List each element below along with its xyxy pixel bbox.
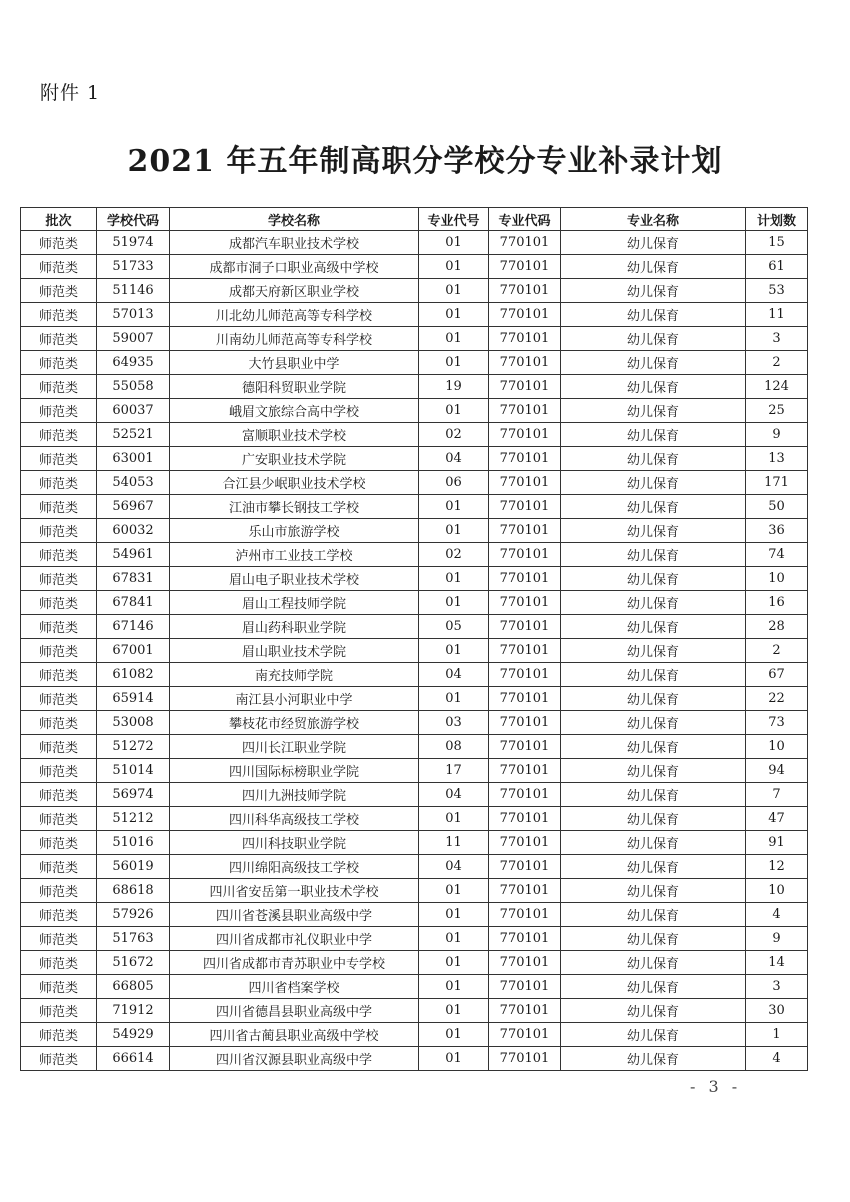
- major-number-cell: 08: [419, 735, 489, 759]
- table-row: [21, 951, 808, 975]
- major-code-cell: 770101: [489, 999, 561, 1023]
- school-code-cell: 51014: [97, 759, 170, 783]
- major-name-cell: 幼儿保育: [561, 855, 746, 879]
- school-name-cell: 南充技师学院: [170, 663, 419, 687]
- batch-cell: 师范类: [21, 471, 97, 495]
- major-name-cell: 幼儿保育: [561, 399, 746, 423]
- major-name-cell: 幼儿保育: [561, 231, 746, 255]
- major-number-cell: 04: [419, 783, 489, 807]
- major-number-cell: 17: [419, 759, 489, 783]
- table-row: [21, 591, 808, 615]
- major-name-cell: 幼儿保育: [561, 495, 746, 519]
- school-code-cell: 51146: [97, 279, 170, 303]
- school-name-cell: 四川省安岳第一职业技术学校: [170, 879, 419, 903]
- table-row: [21, 351, 808, 375]
- plan-count-cell: 25: [746, 399, 808, 423]
- major-number-cell: 01: [419, 255, 489, 279]
- school-name-cell: 四川省古蔺县职业高级中学校: [170, 1023, 419, 1047]
- table-row: [21, 687, 808, 711]
- major-code-cell: 770101: [489, 927, 561, 951]
- table-body: [21, 231, 808, 1071]
- table-row: [21, 735, 808, 759]
- school-name-cell: 攀枝花市经贸旅游学校: [170, 711, 419, 735]
- plan-count-cell: 16: [746, 591, 808, 615]
- plan-count-cell: 4: [746, 1047, 808, 1071]
- major-number-cell: 01: [419, 231, 489, 255]
- major-number-cell: 02: [419, 423, 489, 447]
- school-code-cell: 67831: [97, 567, 170, 591]
- school-name-cell: 合江县少岷职业技术学校: [170, 471, 419, 495]
- school-code-cell: 66614: [97, 1047, 170, 1071]
- major-code-cell: 770101: [489, 879, 561, 903]
- major-name-cell: 幼儿保育: [561, 639, 746, 663]
- major-number-cell: 01: [419, 975, 489, 999]
- school-code-cell: 60032: [97, 519, 170, 543]
- school-code-cell: 52521: [97, 423, 170, 447]
- batch-cell: 师范类: [21, 447, 97, 471]
- table-row: [21, 639, 808, 663]
- major-name-cell: 幼儿保育: [561, 903, 746, 927]
- table-row: [21, 495, 808, 519]
- major-code-cell: 770101: [489, 351, 561, 375]
- school-code-cell: 56019: [97, 855, 170, 879]
- batch-cell: 师范类: [21, 303, 97, 327]
- table-row: [21, 975, 808, 999]
- school-name-cell: 四川省成都市青苏职业中专学校: [170, 951, 419, 975]
- batch-cell: 师范类: [21, 279, 97, 303]
- school-name-cell: 眉山药科职业学院: [170, 615, 419, 639]
- table-row: [21, 255, 808, 279]
- major-code-cell: 770101: [489, 279, 561, 303]
- major-code-cell: 770101: [489, 975, 561, 999]
- major-number-cell: 01: [419, 567, 489, 591]
- plan-count-cell: 94: [746, 759, 808, 783]
- school-code-cell: 53008: [97, 711, 170, 735]
- plan-count-cell: 171: [746, 471, 808, 495]
- school-code-cell: 67001: [97, 639, 170, 663]
- school-code-cell: 51763: [97, 927, 170, 951]
- school-name-cell: 四川长江职业学院: [170, 735, 419, 759]
- major-name-cell: 幼儿保育: [561, 351, 746, 375]
- major-name-cell: 幼儿保育: [561, 423, 746, 447]
- major-code-cell: 770101: [489, 735, 561, 759]
- major-number-cell: 01: [419, 351, 489, 375]
- school-name-cell: 四川省汉源县职业高级中学: [170, 1047, 419, 1071]
- plan-count-header: 计划数: [746, 208, 808, 231]
- school-name-header: 学校名称: [170, 208, 419, 231]
- major-code-cell: 770101: [489, 255, 561, 279]
- major-code-cell: 770101: [489, 615, 561, 639]
- plan-count-cell: 3: [746, 327, 808, 351]
- school-code-cell: 54929: [97, 1023, 170, 1047]
- major-number-cell: 19: [419, 375, 489, 399]
- school-code-cell: 55058: [97, 375, 170, 399]
- header-row: [21, 208, 808, 231]
- batch-cell: 师范类: [21, 567, 97, 591]
- major-name-cell: 幼儿保育: [561, 711, 746, 735]
- table-row: [21, 903, 808, 927]
- school-name-cell: 四川省苍溪县职业高级中学: [170, 903, 419, 927]
- school-code-cell: 54053: [97, 471, 170, 495]
- major-code-cell: 770101: [489, 663, 561, 687]
- plan-count-cell: 4: [746, 903, 808, 927]
- batch-cell: 师范类: [21, 1047, 97, 1071]
- major-number-cell: 01: [419, 1023, 489, 1047]
- batch-cell: 师范类: [21, 663, 97, 687]
- major-name-cell: 幼儿保育: [561, 687, 746, 711]
- major-number-cell: 01: [419, 927, 489, 951]
- batch-cell: 师范类: [21, 423, 97, 447]
- plan-count-cell: 15: [746, 231, 808, 255]
- school-code-cell: 51016: [97, 831, 170, 855]
- school-code-cell: 57926: [97, 903, 170, 927]
- school-code-header: 学校代码: [97, 208, 170, 231]
- table-row: [21, 855, 808, 879]
- school-name-cell: 四川省档案学校: [170, 975, 419, 999]
- school-code-cell: 56974: [97, 783, 170, 807]
- batch-cell: 师范类: [21, 639, 97, 663]
- batch-cell: 师范类: [21, 231, 97, 255]
- plan-count-cell: 30: [746, 999, 808, 1023]
- batch-cell: 师范类: [21, 327, 97, 351]
- school-name-cell: 眉山工程技师学院: [170, 591, 419, 615]
- batch-cell: 师范类: [21, 495, 97, 519]
- major-name-cell: 幼儿保育: [561, 327, 746, 351]
- school-code-cell: 66805: [97, 975, 170, 999]
- batch-cell: 师范类: [21, 735, 97, 759]
- major-code-cell: 770101: [489, 855, 561, 879]
- school-code-cell: 65914: [97, 687, 170, 711]
- school-code-cell: 71912: [97, 999, 170, 1023]
- major-number-cell: 01: [419, 591, 489, 615]
- batch-cell: 师范类: [21, 759, 97, 783]
- major-code-cell: 770101: [489, 639, 561, 663]
- table-row: [21, 783, 808, 807]
- major-name-cell: 幼儿保育: [561, 279, 746, 303]
- plan-count-cell: 2: [746, 639, 808, 663]
- school-name-cell: 峨眉文旅综合高中学校: [170, 399, 419, 423]
- major-number-cell: 01: [419, 951, 489, 975]
- major-number-cell: 04: [419, 663, 489, 687]
- batch-cell: 师范类: [21, 903, 97, 927]
- major-code-cell: 770101: [489, 567, 561, 591]
- plan-count-cell: 13: [746, 447, 808, 471]
- plan-count-cell: 10: [746, 567, 808, 591]
- batch-cell: 师范类: [21, 1023, 97, 1047]
- major-number-cell: 01: [419, 495, 489, 519]
- major-code-cell: 770101: [489, 303, 561, 327]
- plan-count-cell: 10: [746, 735, 808, 759]
- enrollment-plan-table: [20, 207, 808, 1071]
- school-name-cell: 四川科华高级技工学校: [170, 807, 419, 831]
- school-name-cell: 乐山市旅游学校: [170, 519, 419, 543]
- batch-cell: 师范类: [21, 975, 97, 999]
- school-code-cell: 67146: [97, 615, 170, 639]
- table-row: [21, 303, 808, 327]
- school-name-cell: 成都汽车职业技术学校: [170, 231, 419, 255]
- major-number-cell: 01: [419, 879, 489, 903]
- major-name-cell: 幼儿保育: [561, 1047, 746, 1071]
- table-row: [21, 231, 808, 255]
- plan-count-cell: 74: [746, 543, 808, 567]
- school-code-cell: 57013: [97, 303, 170, 327]
- major-name-cell: 幼儿保育: [561, 759, 746, 783]
- batch-cell: 师范类: [21, 375, 97, 399]
- major-code-cell: 770101: [489, 1047, 561, 1071]
- batch-cell: 师范类: [21, 687, 97, 711]
- plan-count-cell: 67: [746, 663, 808, 687]
- major-code-cell: 770101: [489, 399, 561, 423]
- table-row: [21, 879, 808, 903]
- school-name-cell: 四川九洲技师学院: [170, 783, 419, 807]
- school-name-cell: 成都市洞子口职业高级中学校: [170, 255, 419, 279]
- plan-count-cell: 50: [746, 495, 808, 519]
- major-name-header: 专业名称: [561, 208, 746, 231]
- school-name-cell: 大竹县职业中学: [170, 351, 419, 375]
- table-row: [21, 471, 808, 495]
- table-row: [21, 831, 808, 855]
- plan-count-cell: 12: [746, 855, 808, 879]
- plan-count-cell: 10: [746, 879, 808, 903]
- major-number-cell: 06: [419, 471, 489, 495]
- major-name-cell: 幼儿保育: [561, 663, 746, 687]
- batch-cell: 师范类: [21, 831, 97, 855]
- major-number-cell: 01: [419, 1047, 489, 1071]
- batch-cell: 师范类: [21, 879, 97, 903]
- school-name-cell: 成都天府新区职业学校: [170, 279, 419, 303]
- table-header: [21, 208, 808, 231]
- major-number-cell: 01: [419, 399, 489, 423]
- batch-cell: 师范类: [21, 399, 97, 423]
- school-code-cell: 54961: [97, 543, 170, 567]
- major-name-cell: 幼儿保育: [561, 519, 746, 543]
- major-number-cell: 02: [419, 543, 489, 567]
- attachment-label: 附件 1: [40, 82, 101, 104]
- school-name-cell: 四川绵阳高级技工学校: [170, 855, 419, 879]
- school-code-cell: 64935: [97, 351, 170, 375]
- major-name-cell: 幼儿保育: [561, 303, 746, 327]
- major-number-cell: 05: [419, 615, 489, 639]
- batch-cell: 师范类: [21, 543, 97, 567]
- major-name-cell: 幼儿保育: [561, 471, 746, 495]
- table-row: [21, 807, 808, 831]
- plan-count-cell: 73: [746, 711, 808, 735]
- plan-count-cell: 2: [746, 351, 808, 375]
- table-row: [21, 423, 808, 447]
- major-number-cell: 04: [419, 855, 489, 879]
- school-name-cell: 富顺职业技术学校: [170, 423, 419, 447]
- page-number: - 3 -: [690, 1077, 742, 1096]
- table-row: [21, 375, 808, 399]
- major-name-cell: 幼儿保育: [561, 999, 746, 1023]
- major-number-cell: 01: [419, 999, 489, 1023]
- school-name-cell: 川南幼儿师范高等专科学校: [170, 327, 419, 351]
- major-number-cell: 01: [419, 303, 489, 327]
- major-number-header: 专业代号: [419, 208, 489, 231]
- major-code-cell: 770101: [489, 471, 561, 495]
- batch-cell: 师范类: [21, 711, 97, 735]
- major-code-cell: 770101: [489, 831, 561, 855]
- major-number-cell: 01: [419, 639, 489, 663]
- plan-count-cell: 7: [746, 783, 808, 807]
- school-name-cell: 广安职业技术学院: [170, 447, 419, 471]
- table-row: [21, 1023, 808, 1047]
- plan-count-cell: 28: [746, 615, 808, 639]
- batch-cell: 师范类: [21, 591, 97, 615]
- school-code-cell: 61082: [97, 663, 170, 687]
- major-code-cell: 770101: [489, 231, 561, 255]
- table-row: [21, 927, 808, 951]
- school-name-cell: 四川科技职业学院: [170, 831, 419, 855]
- table-row: [21, 759, 808, 783]
- major-name-cell: 幼儿保育: [561, 591, 746, 615]
- major-name-cell: 幼儿保育: [561, 567, 746, 591]
- major-number-cell: 01: [419, 903, 489, 927]
- plan-count-cell: 124: [746, 375, 808, 399]
- school-code-cell: 51272: [97, 735, 170, 759]
- major-code-cell: 770101: [489, 759, 561, 783]
- major-name-cell: 幼儿保育: [561, 615, 746, 639]
- plan-count-cell: 11: [746, 303, 808, 327]
- table-row: [21, 543, 808, 567]
- major-code-cell: 770101: [489, 327, 561, 351]
- batch-cell: 师范类: [21, 615, 97, 639]
- major-number-cell: 01: [419, 327, 489, 351]
- school-name-cell: 眉山职业技术学院: [170, 639, 419, 663]
- school-code-cell: 60037: [97, 399, 170, 423]
- school-name-cell: 四川国际标榜职业学院: [170, 759, 419, 783]
- school-code-cell: 56967: [97, 495, 170, 519]
- school-name-cell: 川北幼儿师范高等专科学校: [170, 303, 419, 327]
- major-number-cell: 01: [419, 687, 489, 711]
- major-code-cell: 770101: [489, 783, 561, 807]
- major-number-cell: 01: [419, 519, 489, 543]
- table-row: [21, 327, 808, 351]
- major-code-cell: 770101: [489, 807, 561, 831]
- major-name-cell: 幼儿保育: [561, 831, 746, 855]
- major-number-cell: 11: [419, 831, 489, 855]
- major-code-cell: 770101: [489, 591, 561, 615]
- school-code-cell: 51212: [97, 807, 170, 831]
- major-code-cell: 770101: [489, 423, 561, 447]
- batch-cell: 师范类: [21, 999, 97, 1023]
- batch-cell: 师范类: [21, 951, 97, 975]
- major-number-cell: 01: [419, 807, 489, 831]
- major-code-cell: 770101: [489, 447, 561, 471]
- major-name-cell: 幼儿保育: [561, 807, 746, 831]
- table-row: [21, 711, 808, 735]
- major-name-cell: 幼儿保育: [561, 879, 746, 903]
- plan-count-cell: 61: [746, 255, 808, 279]
- batch-cell: 师范类: [21, 855, 97, 879]
- document-title: 2021 年五年制高职分学校分专业补录计划: [127, 144, 723, 179]
- batch-cell: 师范类: [21, 783, 97, 807]
- major-name-cell: 幼儿保育: [561, 975, 746, 999]
- batch-cell: 师范类: [21, 807, 97, 831]
- major-code-cell: 770101: [489, 687, 561, 711]
- school-name-cell: 德阳科贸职业学院: [170, 375, 419, 399]
- major-code-cell: 770101: [489, 951, 561, 975]
- major-name-cell: 幼儿保育: [561, 951, 746, 975]
- table-row: [21, 447, 808, 471]
- major-name-cell: 幼儿保育: [561, 255, 746, 279]
- plan-count-cell: 36: [746, 519, 808, 543]
- school-name-cell: 泸州市工业技工学校: [170, 543, 419, 567]
- major-name-cell: 幼儿保育: [561, 735, 746, 759]
- major-name-cell: 幼儿保育: [561, 375, 746, 399]
- table-row: [21, 399, 808, 423]
- major-name-cell: 幼儿保育: [561, 927, 746, 951]
- major-code-cell: 770101: [489, 375, 561, 399]
- major-name-cell: 幼儿保育: [561, 543, 746, 567]
- school-code-cell: 63001: [97, 447, 170, 471]
- plan-count-cell: 3: [746, 975, 808, 999]
- school-code-cell: 59007: [97, 327, 170, 351]
- school-code-cell: 51733: [97, 255, 170, 279]
- table-row: [21, 615, 808, 639]
- major-code-cell: 770101: [489, 711, 561, 735]
- major-code-cell: 770101: [489, 903, 561, 927]
- plan-count-cell: 1: [746, 1023, 808, 1047]
- school-code-cell: 68618: [97, 879, 170, 903]
- school-name-cell: 四川省成都市礼仪职业中学: [170, 927, 419, 951]
- plan-count-cell: 91: [746, 831, 808, 855]
- school-code-cell: 51672: [97, 951, 170, 975]
- major-name-cell: 幼儿保育: [561, 783, 746, 807]
- batch-header: 批次: [21, 208, 97, 231]
- major-name-cell: 幼儿保育: [561, 1023, 746, 1047]
- school-name-cell: 四川省德昌县职业高级中学: [170, 999, 419, 1023]
- batch-cell: 师范类: [21, 519, 97, 543]
- plan-count-cell: 9: [746, 423, 808, 447]
- table-row: [21, 999, 808, 1023]
- batch-cell: 师范类: [21, 351, 97, 375]
- major-name-cell: 幼儿保育: [561, 447, 746, 471]
- table-row: [21, 663, 808, 687]
- school-code-cell: 67841: [97, 591, 170, 615]
- major-code-header: 专业代码: [489, 208, 561, 231]
- major-code-cell: 770101: [489, 543, 561, 567]
- plan-count-cell: 53: [746, 279, 808, 303]
- major-code-cell: 770101: [489, 519, 561, 543]
- major-code-cell: 770101: [489, 495, 561, 519]
- plan-count-cell: 14: [746, 951, 808, 975]
- table-row: [21, 567, 808, 591]
- major-number-cell: 04: [419, 447, 489, 471]
- major-number-cell: 01: [419, 279, 489, 303]
- school-name-cell: 南江县小河职业中学: [170, 687, 419, 711]
- batch-cell: 师范类: [21, 927, 97, 951]
- major-code-cell: 770101: [489, 1023, 561, 1047]
- major-number-cell: 03: [419, 711, 489, 735]
- school-name-cell: 江油市攀长钢技工学校: [170, 495, 419, 519]
- plan-count-cell: 47: [746, 807, 808, 831]
- table-row: [21, 279, 808, 303]
- school-name-cell: 眉山电子职业技术学校: [170, 567, 419, 591]
- table-row: [21, 1047, 808, 1071]
- batch-cell: 师范类: [21, 255, 97, 279]
- plan-count-cell: 22: [746, 687, 808, 711]
- table-row: [21, 519, 808, 543]
- school-code-cell: 51974: [97, 231, 170, 255]
- plan-count-cell: 9: [746, 927, 808, 951]
